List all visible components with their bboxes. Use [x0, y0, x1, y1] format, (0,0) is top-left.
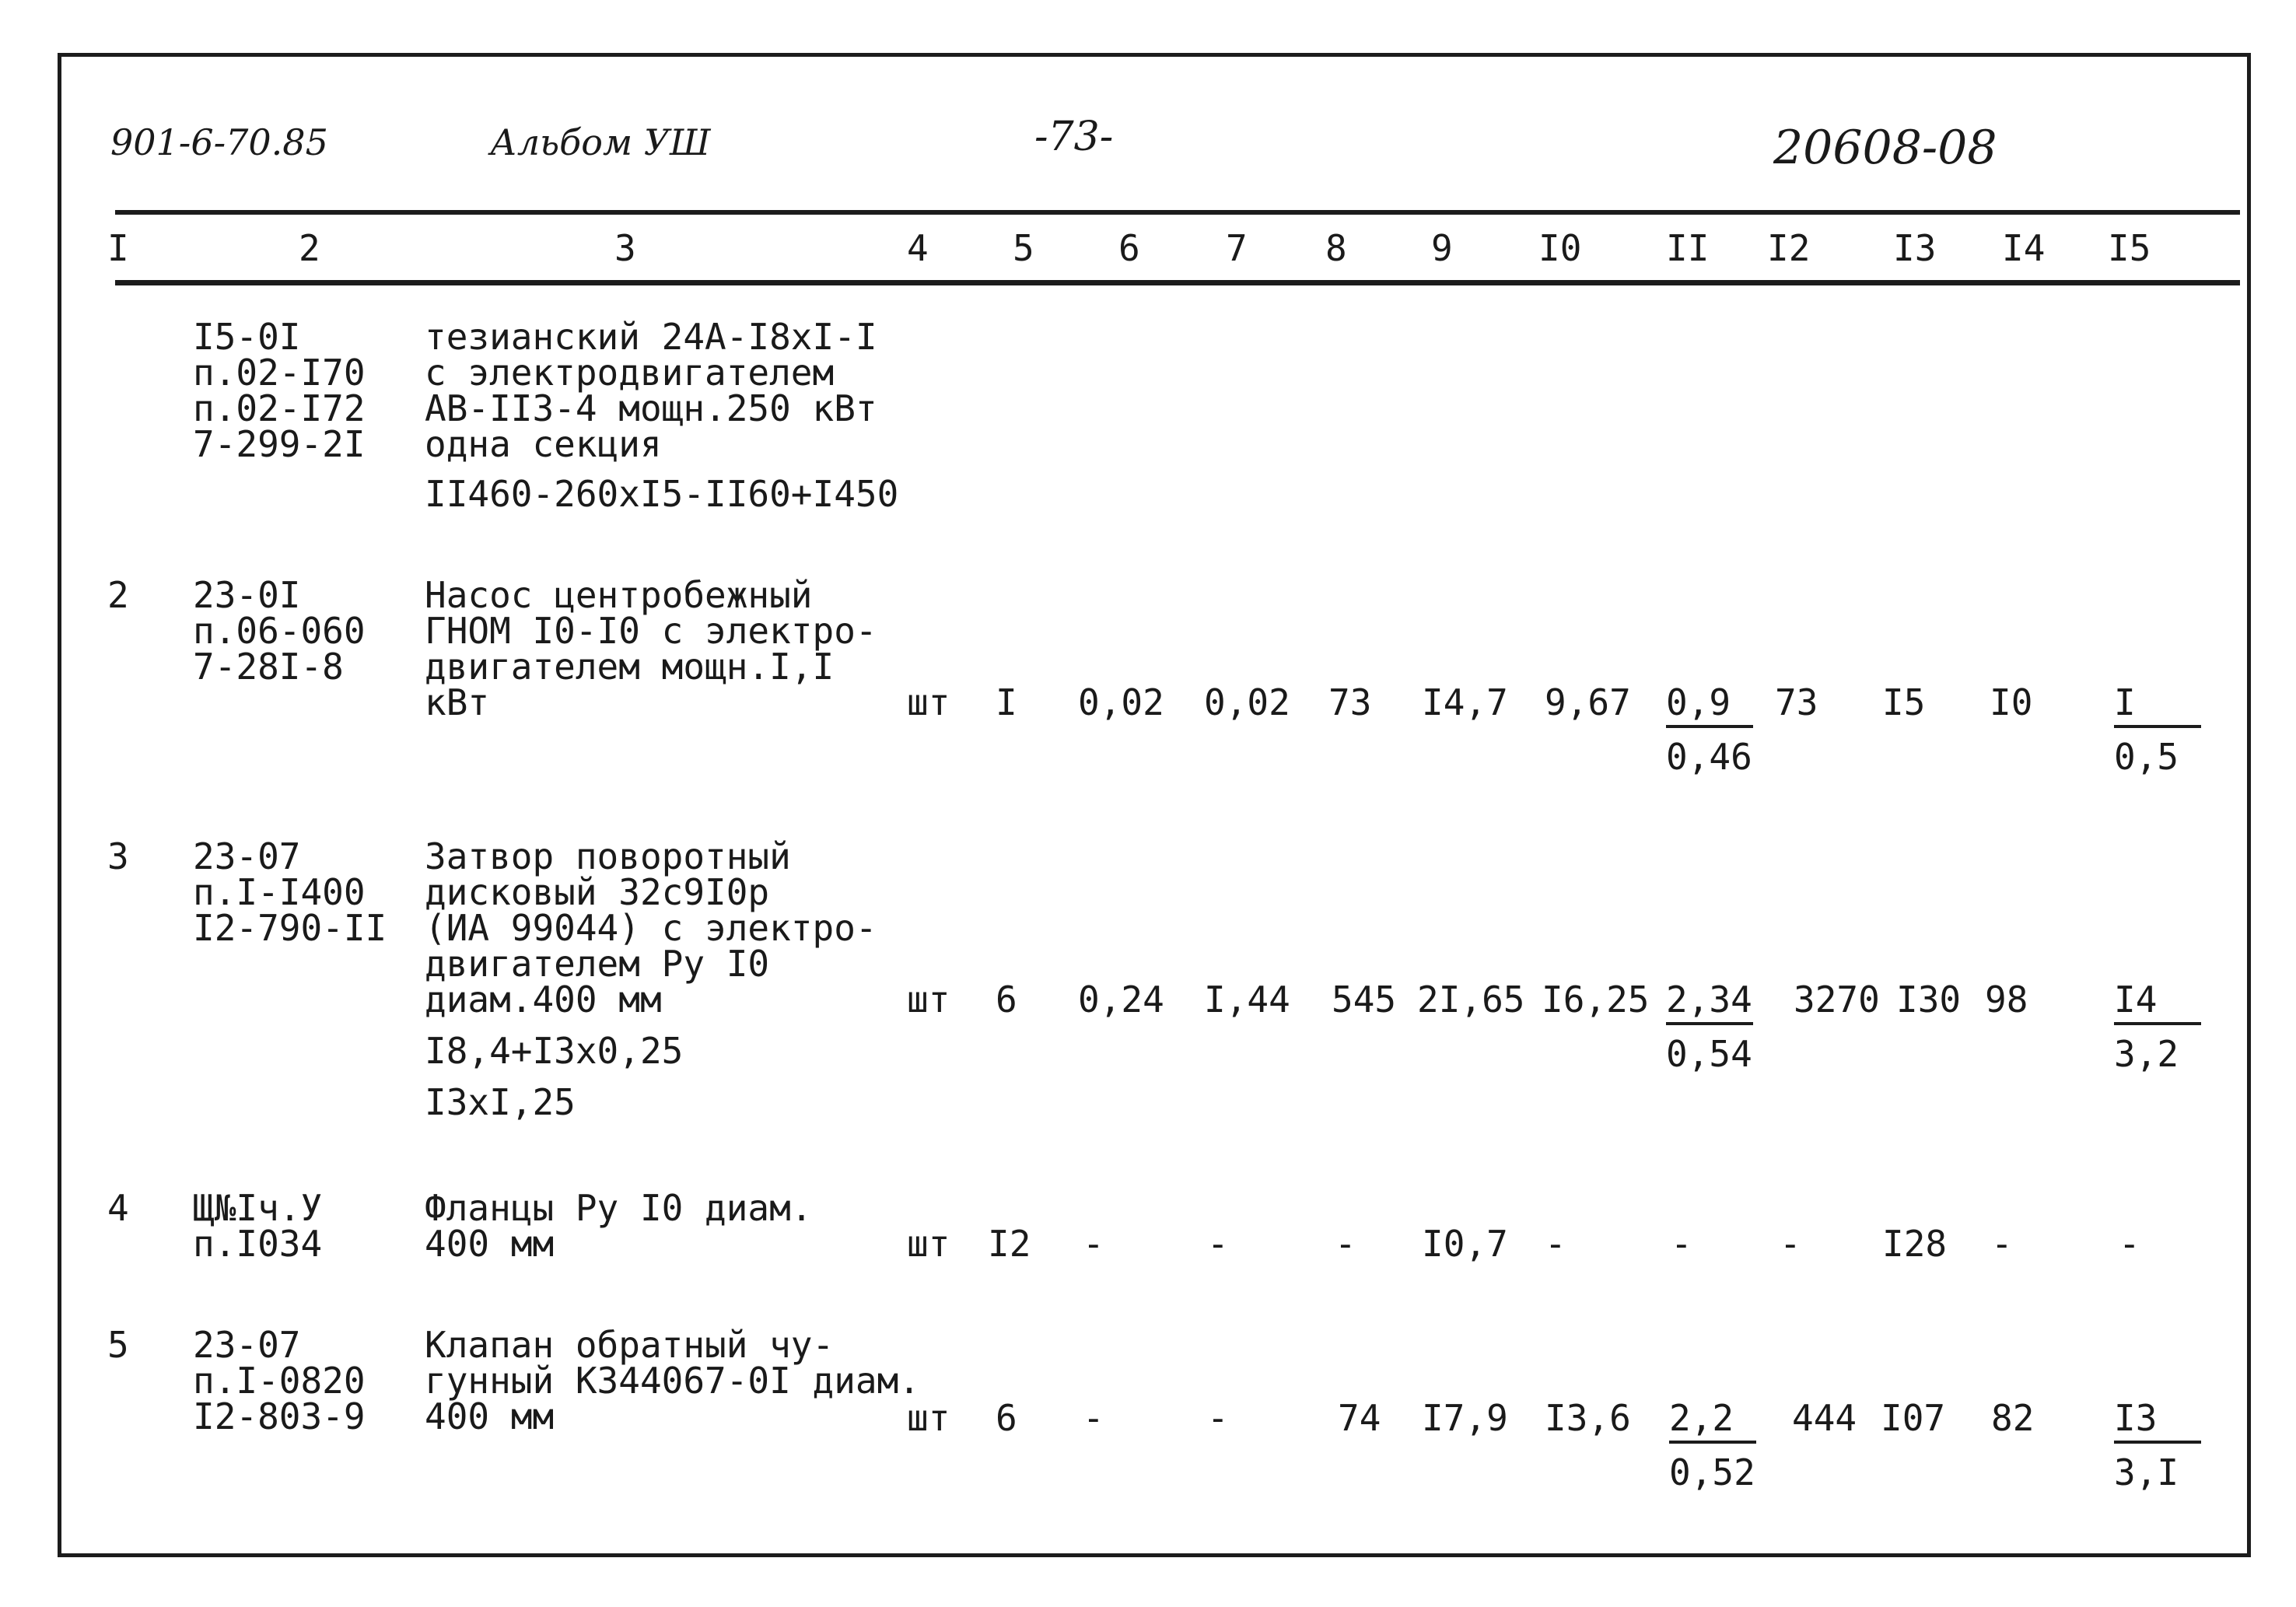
cell-col14: I0 [1990, 681, 2033, 723]
column-number: I [107, 227, 129, 269]
row-refs: 23-07 п.I-0820 I2-803-9 [193, 1324, 366, 1437]
column-number: 4 [907, 227, 929, 269]
cell-col8: 545 [1332, 979, 1397, 1021]
cell-col7: 0,02 [1204, 681, 1290, 723]
fraction-denominator: 0,54 [1666, 1033, 1752, 1075]
cell-col8: 73 [1328, 681, 1372, 723]
row-number: 4 [107, 1187, 129, 1229]
page-frame [58, 53, 2251, 1557]
fraction-numerator: I [2114, 684, 2201, 728]
cell-col14: 98 [1985, 979, 2028, 1021]
column-number: I3 [1893, 227, 1937, 269]
cell-col13: I30 [1896, 979, 1962, 1021]
cell-col8: - [1335, 1223, 1356, 1265]
fraction-denominator: 0,5 [2114, 736, 2179, 778]
cell-col15-fraction [2114, 681, 2201, 778]
fraction-denominator: 0,52 [1669, 1451, 1755, 1493]
column-number: 7 [1226, 227, 1248, 269]
cell-col5: I [996, 681, 1017, 723]
cell-unit: шт [907, 681, 950, 723]
row-extra: I8,4+I3х0,25 [425, 1030, 684, 1072]
cell-unit: шт [907, 979, 950, 1021]
cell-unit: шт [907, 1223, 950, 1265]
cell-col10: I6,25 [1542, 979, 1650, 1021]
column-number: I0 [1538, 227, 1582, 269]
column-number: 3 [614, 227, 636, 269]
row-description: Клапан обратный чу- гунный КЗ44067-0I диам. 400 мм [425, 1324, 920, 1437]
cell-col10: - [1545, 1223, 1566, 1265]
column-number: 8 [1325, 227, 1347, 269]
cell-col15: - [2119, 1223, 2140, 1265]
cell-col11-fraction [1666, 979, 1753, 1075]
cell-col12: 3270 [1794, 979, 1880, 1021]
fraction-numerator: I4 [2114, 982, 2201, 1025]
cell-col9: I7,9 [1422, 1397, 1508, 1439]
cell-col15-fraction [2114, 979, 2201, 1075]
column-number: 2 [299, 227, 320, 269]
cell-col13: I28 [1882, 1223, 1948, 1265]
cell-col8: 74 [1338, 1397, 1381, 1439]
cell-col6: - [1083, 1397, 1104, 1439]
fraction-numerator: 2,34 [1666, 982, 1753, 1025]
album-label: Альбом УШ [490, 121, 711, 163]
fraction-numerator: 2,2 [1669, 1400, 1756, 1444]
cell-col12: - [1780, 1223, 1801, 1265]
cell-unit: шт [907, 1397, 950, 1439]
cell-col12: 73 [1775, 681, 1818, 723]
cell-col5: 6 [996, 979, 1017, 1021]
cell-col10: I3,6 [1545, 1397, 1631, 1439]
fraction-numerator: 0,9 [1666, 684, 1753, 728]
row-description: Затвор поворотный дисковый 32с9I0р (ИА 99044) с электро- двигателем Ру I0 диам.400 мм [425, 835, 877, 1021]
row-number: 5 [107, 1324, 129, 1366]
cell-col7: - [1207, 1223, 1229, 1265]
row-number: 2 [107, 574, 129, 616]
cell-col10: 9,67 [1545, 681, 1631, 723]
cell-col9: I4,7 [1422, 681, 1508, 723]
fraction-numerator: I3 [2114, 1400, 2201, 1444]
cell-col6: - [1083, 1223, 1104, 1265]
cell-col7: - [1207, 1397, 1229, 1439]
column-number: 6 [1118, 227, 1140, 269]
column-number: II [1666, 227, 1710, 269]
cell-col12: 444 [1792, 1397, 1857, 1439]
cell-col11: - [1671, 1223, 1692, 1265]
cell-col5: 6 [996, 1397, 1017, 1439]
row-number: 3 [107, 835, 129, 877]
cell-col14: 82 [1991, 1397, 2035, 1439]
cell-col15-fraction [2114, 1397, 2201, 1493]
sheet-code: 20608-08 [1773, 121, 1997, 175]
fraction-denominator: 3,I [2114, 1451, 2179, 1493]
page-number: -73- [1034, 114, 1114, 160]
fraction-denominator: 0,46 [1666, 736, 1752, 778]
column-number: I4 [2002, 227, 2046, 269]
row-description: Фланцы Ру I0 диам. 400 мм [425, 1187, 813, 1265]
cell-col5: I2 [988, 1223, 1031, 1265]
row-description: Насос центробежный ГНОМ I0-I0 с электро- двигателем мощн.I,I кВт [425, 574, 877, 723]
row-description: тезианский 24А-I8хI-I с электродвигателем АВ-II3-4 мощн.250 кВт одна секция [425, 316, 877, 465]
cell-col7: I,44 [1204, 979, 1290, 1021]
header-rule-bottom [115, 280, 2240, 285]
column-number: 9 [1431, 227, 1453, 269]
row-refs: I5-0I п.02-I70 п.02-I72 7-299-2I [193, 316, 366, 465]
cell-col9: 2I,65 [1417, 979, 1525, 1021]
cell-col13: I5 [1882, 681, 1926, 723]
cell-col9: I0,7 [1422, 1223, 1508, 1265]
row-extra: I3хI,25 [425, 1081, 576, 1123]
row-refs: 23-0I п.06-060 7-28I-8 [193, 574, 366, 688]
column-number: I5 [2108, 227, 2151, 269]
cell-col6: 0,02 [1078, 681, 1164, 723]
cell-col6: 0,24 [1078, 979, 1164, 1021]
doc-code: 901-6-70.85 [110, 121, 328, 163]
column-number: 5 [1013, 227, 1034, 269]
header-rule-top [115, 210, 2240, 215]
cell-col11-fraction [1669, 1397, 1756, 1493]
cell-col14: - [1991, 1223, 2013, 1265]
row-extra: II460-260хI5-II60+I450 [425, 473, 899, 515]
row-refs: 23-07 п.I-I400 I2-790-II [193, 835, 387, 949]
cell-col11-fraction [1666, 681, 1753, 778]
fraction-denominator: 3,2 [2114, 1033, 2179, 1075]
column-number: I2 [1767, 227, 1811, 269]
row-refs: Щ№Iч.У п.I034 [193, 1187, 323, 1265]
cell-col13: I07 [1881, 1397, 1946, 1439]
